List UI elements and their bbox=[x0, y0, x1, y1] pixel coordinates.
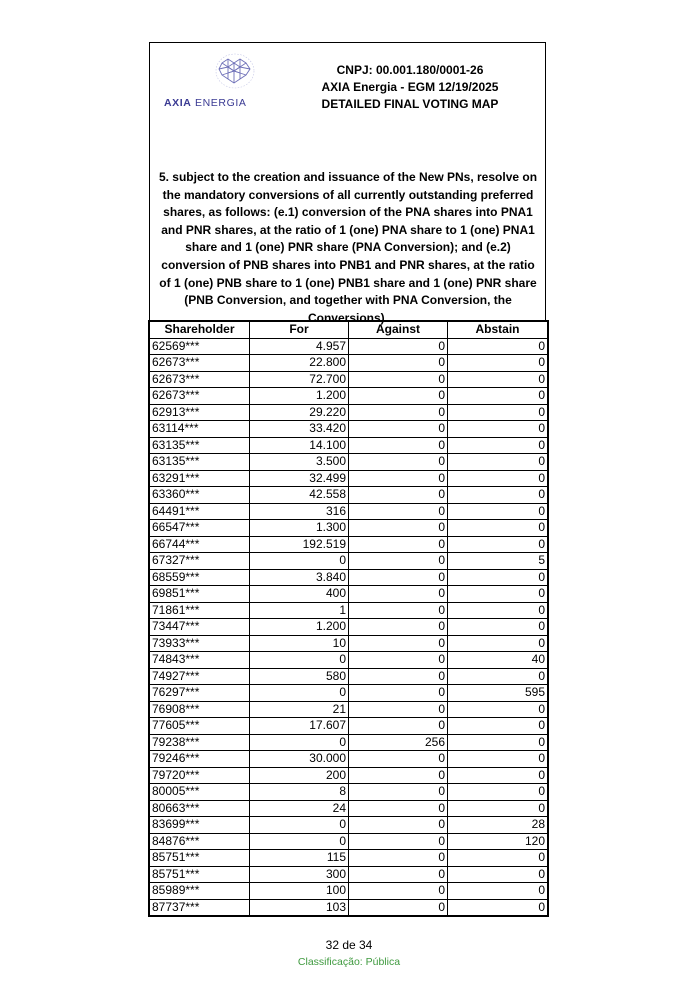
for-cell: 100 bbox=[250, 883, 349, 900]
table-row bbox=[150, 520, 548, 537]
abstain-cell: 0 bbox=[448, 899, 548, 916]
shareholder-cell: 73447*** bbox=[150, 619, 250, 636]
for-cell: 14.100 bbox=[250, 437, 349, 454]
against-cell: 0 bbox=[349, 883, 448, 900]
shareholder-cell: 68559*** bbox=[150, 569, 250, 586]
shareholder-cell: 79238*** bbox=[150, 734, 250, 751]
abstain-cell: 0 bbox=[448, 454, 548, 471]
abstain-cell: 28 bbox=[448, 817, 548, 834]
table-row bbox=[150, 635, 548, 652]
table-row bbox=[150, 355, 548, 372]
against-cell: 0 bbox=[349, 553, 448, 570]
company-logo bbox=[162, 51, 254, 111]
against-cell: 0 bbox=[349, 652, 448, 669]
table-row bbox=[150, 388, 548, 405]
shareholder-cell: 62569*** bbox=[150, 338, 250, 355]
shareholder-cell: 64491*** bbox=[150, 503, 250, 520]
against-cell: 0 bbox=[349, 355, 448, 372]
shareholder-cell: 69851*** bbox=[150, 586, 250, 603]
for-cell: 1.200 bbox=[250, 388, 349, 405]
shareholder-cell: 85751*** bbox=[150, 866, 250, 883]
document-title: DETAILED FINAL VOTING MAP bbox=[321, 97, 499, 111]
cnpj: CNPJ: 00.001.180/0001-26 bbox=[336, 63, 484, 77]
table-row bbox=[150, 767, 548, 784]
document-header bbox=[300, 62, 520, 113]
abstain-cell: 0 bbox=[448, 536, 548, 553]
abstain-cell: 0 bbox=[448, 866, 548, 883]
against-cell: 0 bbox=[349, 899, 448, 916]
shareholder-cell: 76908*** bbox=[150, 701, 250, 718]
globe-logo-icon bbox=[212, 53, 258, 91]
table-row bbox=[150, 619, 548, 636]
for-cell: 21 bbox=[250, 701, 349, 718]
table-row bbox=[150, 751, 548, 768]
logo-text-rest: ENERGIA bbox=[191, 97, 247, 109]
for-cell: 0 bbox=[250, 685, 349, 702]
table-row bbox=[150, 701, 548, 718]
shareholder-cell: 62673*** bbox=[150, 355, 250, 372]
meeting-info: AXIA Energia - EGM 12/19/2025 bbox=[321, 80, 499, 94]
table-row bbox=[150, 817, 548, 834]
abstain-cell: 0 bbox=[448, 586, 548, 603]
abstain-cell: 0 bbox=[448, 371, 548, 388]
table-row bbox=[150, 569, 548, 586]
shareholder-cell: 62673*** bbox=[150, 388, 250, 405]
for-cell: 0 bbox=[250, 553, 349, 570]
shareholder-cell: 74927*** bbox=[150, 668, 250, 685]
against-cell: 0 bbox=[349, 718, 448, 735]
shareholder-cell: 66547*** bbox=[150, 520, 250, 537]
abstain-cell: 0 bbox=[448, 767, 548, 784]
for-cell: 200 bbox=[250, 767, 349, 784]
shareholder-cell: 84876*** bbox=[150, 833, 250, 850]
table-row bbox=[150, 866, 548, 883]
table-row bbox=[150, 454, 548, 471]
against-cell: 0 bbox=[349, 800, 448, 817]
table-row bbox=[150, 338, 548, 355]
abstain-cell: 0 bbox=[448, 602, 548, 619]
shareholder-cell: 63135*** bbox=[150, 437, 250, 454]
against-cell: 0 bbox=[349, 701, 448, 718]
against-cell: 0 bbox=[349, 454, 448, 471]
against-cell: 0 bbox=[349, 421, 448, 438]
against-cell: 0 bbox=[349, 404, 448, 421]
for-cell: 1.200 bbox=[250, 619, 349, 636]
table-row bbox=[150, 602, 548, 619]
shareholder-cell: 62913*** bbox=[150, 404, 250, 421]
for-cell: 24 bbox=[250, 800, 349, 817]
against-cell: 0 bbox=[349, 520, 448, 537]
against-cell: 0 bbox=[349, 866, 448, 883]
for-cell: 42.558 bbox=[250, 487, 349, 504]
against-cell: 0 bbox=[349, 602, 448, 619]
against-cell: 0 bbox=[349, 569, 448, 586]
shareholder-cell: 63114*** bbox=[150, 421, 250, 438]
table-row bbox=[150, 536, 548, 553]
for-cell: 0 bbox=[250, 734, 349, 751]
for-cell: 33.420 bbox=[250, 421, 349, 438]
abstain-cell: 0 bbox=[448, 635, 548, 652]
for-cell: 72.700 bbox=[250, 371, 349, 388]
for-cell: 32.499 bbox=[250, 470, 349, 487]
table-body bbox=[150, 338, 548, 916]
for-cell: 3.840 bbox=[250, 569, 349, 586]
shareholder-cell: 66744*** bbox=[150, 536, 250, 553]
abstain-cell: 0 bbox=[448, 437, 548, 454]
shareholder-cell: 85751*** bbox=[150, 850, 250, 867]
table-header-row bbox=[150, 322, 548, 339]
for-cell: 3.500 bbox=[250, 454, 349, 471]
for-cell: 1.300 bbox=[250, 520, 349, 537]
abstain-cell: 5 bbox=[448, 553, 548, 570]
shareholder-cell: 77605*** bbox=[150, 718, 250, 735]
abstain-cell: 0 bbox=[448, 569, 548, 586]
for-cell: 400 bbox=[250, 586, 349, 603]
against-cell: 0 bbox=[349, 817, 448, 834]
table-row bbox=[150, 503, 548, 520]
abstain-cell: 0 bbox=[448, 701, 548, 718]
page-number: 32 de 34 bbox=[325, 938, 373, 952]
abstain-cell: 0 bbox=[448, 784, 548, 801]
table-row bbox=[150, 800, 548, 817]
abstain-cell: 0 bbox=[448, 520, 548, 537]
abstain-cell: 595 bbox=[448, 685, 548, 702]
table-row bbox=[150, 586, 548, 603]
against-cell: 0 bbox=[349, 338, 448, 355]
for-cell: 300 bbox=[250, 866, 349, 883]
for-cell: 115 bbox=[250, 850, 349, 867]
column-header-abstain: Abstain bbox=[448, 322, 548, 339]
shareholder-cell: 80663*** bbox=[150, 800, 250, 817]
shareholder-cell: 83699*** bbox=[150, 817, 250, 834]
for-cell: 22.800 bbox=[250, 355, 349, 372]
against-cell: 256 bbox=[349, 734, 448, 751]
table-row bbox=[150, 404, 548, 421]
shareholder-cell: 79246*** bbox=[150, 751, 250, 768]
against-cell: 0 bbox=[349, 668, 448, 685]
table-row bbox=[150, 553, 548, 570]
against-cell: 0 bbox=[349, 850, 448, 867]
for-cell: 103 bbox=[250, 899, 349, 916]
table-row bbox=[150, 718, 548, 735]
table-row bbox=[150, 437, 548, 454]
shareholder-cell: 73933*** bbox=[150, 635, 250, 652]
abstain-cell: 0 bbox=[448, 503, 548, 520]
abstain-cell: 0 bbox=[448, 883, 548, 900]
shareholder-cell: 62673*** bbox=[150, 371, 250, 388]
abstain-cell: 120 bbox=[448, 833, 548, 850]
shareholder-cell: 76297*** bbox=[150, 685, 250, 702]
against-cell: 0 bbox=[349, 586, 448, 603]
table-row bbox=[150, 833, 548, 850]
voting-table bbox=[149, 321, 548, 916]
against-cell: 0 bbox=[349, 437, 448, 454]
against-cell: 0 bbox=[349, 751, 448, 768]
against-cell: 0 bbox=[349, 619, 448, 636]
against-cell: 0 bbox=[349, 487, 448, 504]
for-cell: 0 bbox=[250, 817, 349, 834]
column-header-for: For bbox=[250, 322, 349, 339]
table-row bbox=[150, 470, 548, 487]
table-row bbox=[150, 734, 548, 751]
shareholder-cell: 63291*** bbox=[150, 470, 250, 487]
classification-label: Classificação: Pública bbox=[297, 956, 401, 968]
column-header-against: Against bbox=[349, 322, 448, 339]
table-row bbox=[150, 421, 548, 438]
abstain-cell: 0 bbox=[448, 734, 548, 751]
against-cell: 0 bbox=[349, 685, 448, 702]
shareholder-cell: 63360*** bbox=[150, 487, 250, 504]
shareholder-cell: 63135*** bbox=[150, 454, 250, 471]
abstain-cell: 0 bbox=[448, 470, 548, 487]
abstain-cell: 40 bbox=[448, 652, 548, 669]
against-cell: 0 bbox=[349, 784, 448, 801]
table-row bbox=[150, 487, 548, 504]
for-cell: 30.000 bbox=[250, 751, 349, 768]
for-cell: 8 bbox=[250, 784, 349, 801]
abstain-cell: 0 bbox=[448, 338, 548, 355]
for-cell: 4.957 bbox=[250, 338, 349, 355]
against-cell: 0 bbox=[349, 767, 448, 784]
for-cell: 0 bbox=[250, 833, 349, 850]
against-cell: 0 bbox=[349, 388, 448, 405]
table-row bbox=[150, 652, 548, 669]
against-cell: 0 bbox=[349, 536, 448, 553]
for-cell: 29.220 bbox=[250, 404, 349, 421]
for-cell: 17.607 bbox=[250, 718, 349, 735]
abstain-cell: 0 bbox=[448, 388, 548, 405]
abstain-cell: 0 bbox=[448, 487, 548, 504]
table-row bbox=[150, 850, 548, 867]
shareholder-cell: 71861*** bbox=[150, 602, 250, 619]
against-cell: 0 bbox=[349, 503, 448, 520]
column-header-shareholder: Shareholder bbox=[150, 322, 250, 339]
for-cell: 0 bbox=[250, 652, 349, 669]
for-cell: 10 bbox=[250, 635, 349, 652]
abstain-cell: 0 bbox=[448, 668, 548, 685]
shareholder-cell: 85989*** bbox=[150, 883, 250, 900]
abstain-cell: 0 bbox=[448, 355, 548, 372]
header-frame bbox=[149, 42, 546, 325]
abstain-cell: 0 bbox=[448, 850, 548, 867]
table-row bbox=[150, 685, 548, 702]
against-cell: 0 bbox=[349, 371, 448, 388]
abstain-cell: 0 bbox=[448, 751, 548, 768]
shareholder-cell: 87737*** bbox=[150, 899, 250, 916]
for-cell: 316 bbox=[250, 503, 349, 520]
abstain-cell: 0 bbox=[448, 800, 548, 817]
table-row bbox=[150, 784, 548, 801]
for-cell: 580 bbox=[250, 668, 349, 685]
shareholder-cell: 79720*** bbox=[150, 767, 250, 784]
logo-wordmark bbox=[164, 97, 246, 109]
table-row bbox=[150, 899, 548, 916]
shareholder-cell: 80005*** bbox=[150, 784, 250, 801]
shareholder-cell: 74843*** bbox=[150, 652, 250, 669]
abstain-cell: 0 bbox=[448, 718, 548, 735]
for-cell: 192.519 bbox=[250, 536, 349, 553]
abstain-cell: 0 bbox=[448, 404, 548, 421]
for-cell: 1 bbox=[250, 602, 349, 619]
logo-text-bold: AXIA bbox=[164, 97, 192, 109]
table-row bbox=[150, 668, 548, 685]
resolution-text: 5. subject to the creation and issuance of the New PNs, resolve on the mandatory conversions of all currently outstanding preferred shares, as follows: (e.1) conversion of the PNA shares into PNA1 and PNR shares, at the ratio of 1 (one) PNA share to 1 (one) PNA1 share and 1 (one) PNR share (PNA Conversion); and (e.2) conversion of PNB shares into PNB1 and PNR shares, at the ratio of 1 (one) PNB share to 1 (one) PNB1 share and 1 (one) PNR share (PNB Conversion, and together with PNA Conversion, the Conversions). bbox=[158, 170, 538, 325]
against-cell: 0 bbox=[349, 833, 448, 850]
table-row bbox=[150, 883, 548, 900]
shareholder-cell: 67327*** bbox=[150, 553, 250, 570]
table-row bbox=[150, 371, 548, 388]
abstain-cell: 0 bbox=[448, 421, 548, 438]
against-cell: 0 bbox=[349, 635, 448, 652]
abstain-cell: 0 bbox=[448, 619, 548, 636]
against-cell: 0 bbox=[349, 470, 448, 487]
